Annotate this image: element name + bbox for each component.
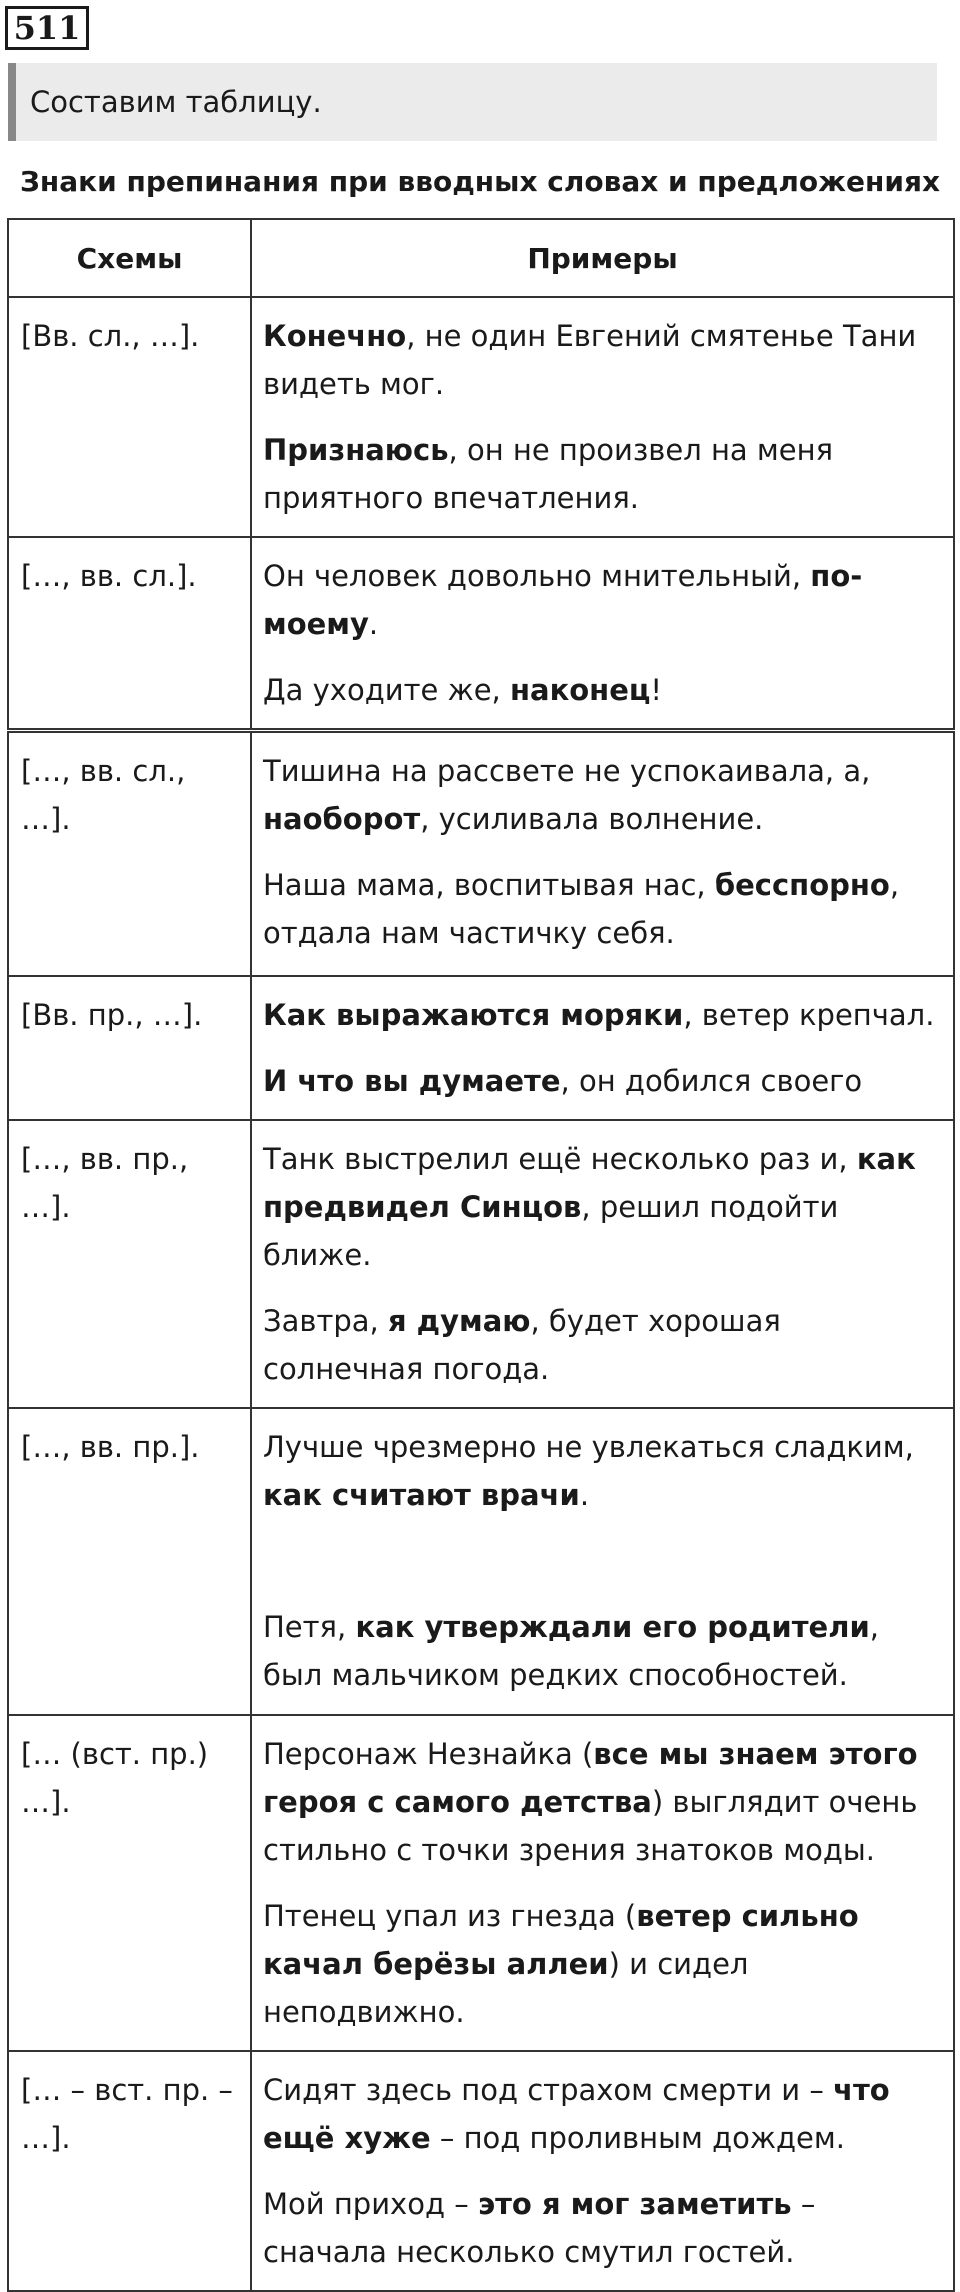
examples-cell xyxy=(251,1715,954,2051)
example-sentence: Завтра, я думаю, будет хорошая солнечная погода. xyxy=(263,1303,781,1386)
example-sentence: Сидят здесь под страхом смерти и – что ещё хуже – под проливным дождем. xyxy=(263,2072,890,2155)
table-row xyxy=(8,1408,954,1715)
example-sentence: Как выражаются моряки, ветер крепчал. xyxy=(263,997,935,1032)
example-sentence: Конечно, не один Евгений смятенье Тани видеть мог. xyxy=(263,319,917,401)
scheme-cell: [… – вст. пр. – …]. xyxy=(8,2051,251,2291)
header-scheme: Схемы xyxy=(8,219,251,297)
table-row xyxy=(8,297,954,537)
punctuation-table xyxy=(7,218,955,2292)
table-row xyxy=(8,1120,954,1408)
scheme-cell: […, вв. сл.]. xyxy=(8,537,251,731)
example-sentence: Лучше чрезмерно не увлекаться сладким, как считают врачи. xyxy=(263,1429,914,1512)
example-sentence: Птенец упал из гнезда (ветер сильно качал берёзы аллеи) и сидел неподвижно. xyxy=(263,1898,859,2029)
scheme-cell: [… (вст. пр.) …]. xyxy=(8,1715,251,2051)
scheme-cell: [Вв. сл., …]. xyxy=(8,297,251,537)
exercise-number: 511 xyxy=(5,6,89,50)
example-sentence: Наша мама, воспитывая нас, бесспорно, отдала нам частичку себя. xyxy=(263,868,900,950)
scheme-cell: [Вв. пр., …]. xyxy=(8,976,251,1120)
example-sentence: Персонаж Незнайка (все мы знаем этого героя с самого детства) выглядит очень стильно с точки зрения знатоков моды. xyxy=(263,1736,918,1867)
examples-cell xyxy=(251,1408,954,1715)
table-header-row xyxy=(8,219,954,297)
scheme-cell: […, вв. пр., …]. xyxy=(8,1120,251,1408)
example-sentence: Он человек довольно мнительный, по-моему. xyxy=(263,559,863,641)
note-banner: Составим таблицу. xyxy=(8,63,937,141)
example-sentence: Признаюсь, он не произвел на меня приятного впечатления. xyxy=(263,433,834,515)
scheme-cell: […, вв. пр.]. xyxy=(8,1408,251,1715)
examples-cell xyxy=(251,1120,954,1408)
examples-cell xyxy=(251,976,954,1120)
examples-cell xyxy=(251,297,954,537)
table-row xyxy=(8,1715,954,2051)
examples-cell xyxy=(251,537,954,731)
example-sentence: Петя, как утверждали его родители, был мальчиком редких способностей. xyxy=(263,1609,879,1692)
example-sentence: Да уходите же, наконец! xyxy=(263,673,663,707)
table-row xyxy=(8,731,954,976)
table-row xyxy=(8,537,954,731)
table-caption: Знаки препинания при вводных словах и предложениях xyxy=(19,165,941,198)
examples-cell xyxy=(251,2051,954,2291)
examples-cell xyxy=(251,731,954,976)
table-row xyxy=(8,976,954,1120)
example-sentence: Мой приход – это я мог заметить – сначала несколько смутил гостей. xyxy=(263,2186,816,2269)
example-sentence: Танк выстрелил ещё несколько раз и, как предвидел Синцов, решил подойти ближе. xyxy=(263,1141,916,1272)
example-sentence: И что вы думаете, он добился своего xyxy=(263,1063,863,1098)
scheme-cell: […, вв. сл., …]. xyxy=(8,731,251,976)
example-sentence: Тишина на рассвете не успокаивала, а, наоборот, усиливала волнение. xyxy=(263,754,871,836)
header-examples: Примеры xyxy=(251,219,954,297)
table-row xyxy=(8,2051,954,2291)
